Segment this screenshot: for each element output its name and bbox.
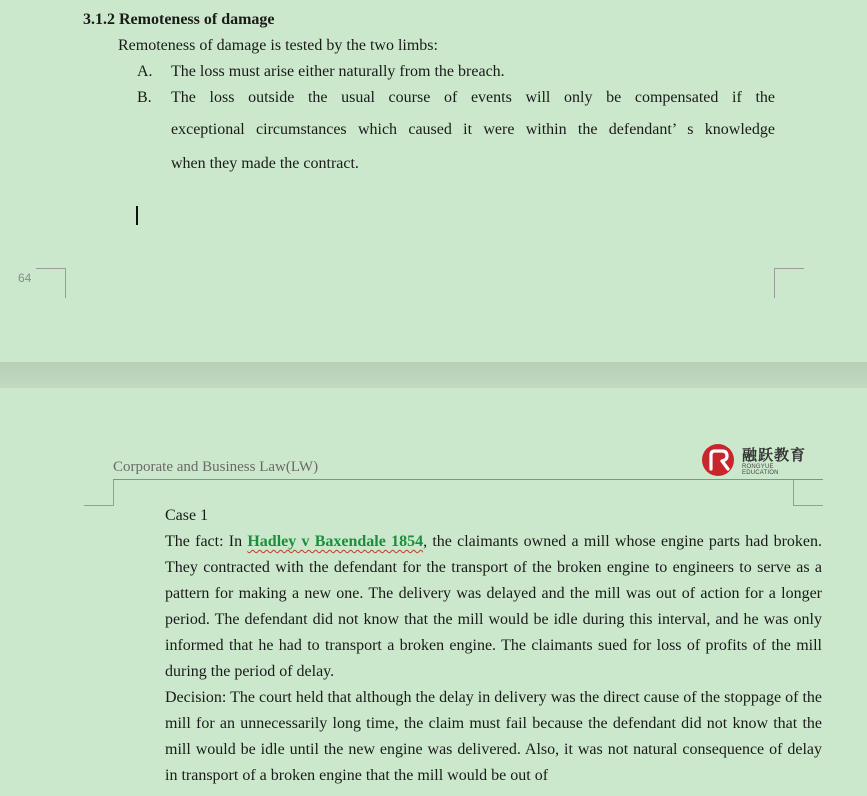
crop-mark-top-left — [84, 480, 114, 506]
fact-text: , the claimants owned a mill whose engine parts had broken. They contracted with the defendant for the transport of the broken engine to engineers to serve as a pattern for making a new one. The delivery was delayed and the mill was out of action for a longer period. The defendant did not know that the mill would be idle during this interval, and he was only informed that he had to transport a broken engine. The claimants sued for loss of profits of the mill during the period of delay. — [165, 533, 823, 680]
crop-mark-bottom-right — [774, 268, 804, 298]
crop-mark-bottom-left — [36, 268, 66, 298]
case-fact-paragraph — [165, 529, 822, 685]
limb-b-text-line-3: when they made the contract. — [171, 155, 359, 172]
limb-a-text: The loss must arise either naturally from the breach. — [171, 63, 505, 80]
case-name-link[interactable]: Hadley v Baxendale 1854 — [247, 533, 424, 550]
brand-name-cn: 融跃教育 — [742, 446, 807, 464]
document-page-64 — [0, 0, 867, 362]
fact-prefix: The fact: In — [165, 533, 248, 550]
limb-b-text-line-2: exceptional circumstances which caused it were within the defendant’ s knowledge — [171, 121, 775, 138]
section-heading: 3.1.2 Remoteness of damage — [83, 11, 275, 28]
case-body — [165, 503, 822, 789]
brand-name-en: RONGYUE EDUCATION — [742, 464, 779, 476]
rongyue-r-logo-icon — [700, 442, 736, 478]
limb-b-marker: B. — [137, 89, 152, 106]
text-cursor[interactable] — [136, 206, 138, 225]
case-decision-paragraph: Decision: The court held that although the delay in delivery was the direct cause of the stoppage of the mill for an unnecessarily long time, the claim must fail because the defendant did not know that the mill would be idle until the new engine was delivered. Also, it was not natural consequence of delay in transport of a broken engine that the mill would be out of — [165, 689, 822, 784]
case-label: Case 1 — [165, 507, 209, 524]
limb-b-text-line-1: The loss outside the usual course of events will only be compensated if the — [171, 89, 775, 106]
page-gap — [0, 362, 867, 388]
running-header-title: Corporate and Business Law(LW) — [113, 459, 319, 475]
page-number: 64 — [18, 271, 32, 285]
brand-logo — [700, 442, 812, 480]
intro-paragraph: Remoteness of damage is tested by the two limbs: — [118, 37, 438, 54]
limb-a-marker: A. — [137, 63, 153, 80]
